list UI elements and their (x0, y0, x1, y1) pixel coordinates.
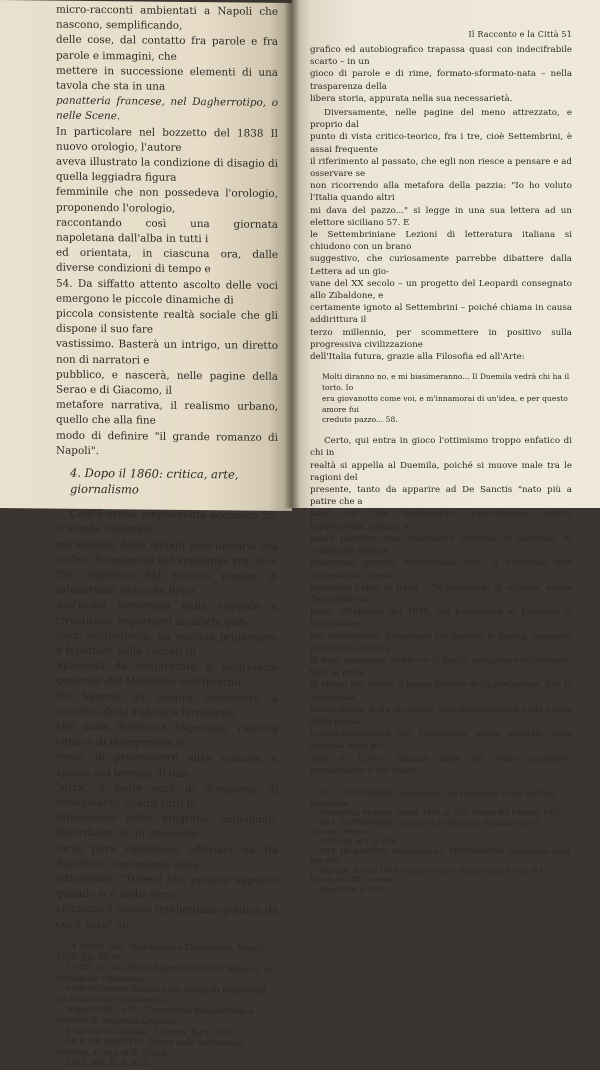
text-line: realtà si appella al Duemila, poiché si muove male tra le ragioni del (310, 460, 572, 483)
right-footnotes (310, 789, 572, 895)
text-line: delle cose, dal contatto fra parole e fra parole e immagini, che (56, 33, 278, 63)
text-line: libera storia, appurata nella sua necessarietà. (310, 93, 513, 104)
right-paragraph-1 (310, 44, 572, 105)
text-line: 'altra', a patto però di dissiparsi, di consumarsi, intenti tutti in (56, 781, 278, 811)
footnote: 54 Scritti vari, Stabilimento Tipografico, Napoli 1859, pp. 49 ss. (56, 940, 265, 962)
text-line: grafico ed autobiografico trapassa quasi con indecifrabile scarto – in un (310, 45, 572, 68)
text-line: del Settembrini, Francesco De Sanctis si faceva, appunto, percipace analista (310, 631, 572, 654)
footnote: a cura di G. Galasso, Laterza, Bari 1987. (66, 1025, 235, 1037)
text-line: brini. All'altezza del 1879, nel presentare al pubblico le Ricordanze (310, 607, 572, 630)
footnote: nelle collezioni Alinari e nei fotografi napoletani fra Ottocento e Novecento, (56, 982, 267, 1005)
text-line: dell'Italia futura, grazie alla Filosofia ed all'Arte: (310, 352, 525, 363)
left-paragraph-2 (56, 507, 278, 935)
text-line: Spaventa da cospiratore a Segretario generale del Ministero dell'Interno, (56, 659, 278, 689)
left-footnotes (56, 940, 278, 1069)
footnote: 57 L. SETTEMBRINI, Epistolario, con Prefazione e note del Prof. Francesco (310, 788, 557, 808)
text-line: sformato il mondo intellettuale-politico da cui è nata" 56. (56, 902, 278, 931)
left-page (0, 0, 292, 1068)
block-quote (322, 372, 572, 426)
text-line: blici. Settembrini, da vecchio prigioniero a Ispettore delle carceri di (56, 629, 278, 658)
text-line: piccola consistente realtà sociale che gli dispone il suo fare (56, 307, 278, 336)
text-line: di citare per intero il passo iniziale della prefazione, per la sommessa (310, 680, 572, 703)
footnote: Bari 1979, p. 250. (320, 884, 386, 894)
footnote: 56 F. DE SANCTIS, Storia della letteratura italiana, a cura di B. Croce, (56, 1035, 244, 1058)
text-line: le Settembriniane Lezioni di letteratura italiana si chiudono con un brano (310, 230, 572, 253)
text-line: che dalla dialettica hegeliana, riuscirà capace di interpretare il (56, 720, 278, 750)
text-line: pubblico, e nascerà, nelle pagine della Serao e di Giacomo, il (56, 368, 278, 397)
text-line: raccontando così una giornata napoletana dall'alba in tutti i (56, 216, 278, 246)
right-paragraph-2 (310, 107, 572, 363)
text-line: 54. Da siffatto attento ascolto delle voci emergono le piccole dinamiche di (56, 277, 278, 307)
text-line: non ricorrendo alla metafora della pazzia: "Io ho voluto l'Italia quando altri (310, 181, 572, 204)
running-head: Il Racconto e la Città 51 (468, 30, 572, 39)
text-line: gine di Croce, innanzi tutto nel ritmo narrativo-enumerativo e nel topos (310, 753, 572, 776)
text-line: il riferimento al passato, che egli non riesce a pensare e ad osservare se (310, 156, 572, 180)
footnote: 1876 (2a ed.), p. 434. (320, 836, 399, 846)
text-line: inventato l'idea di Italia – "m'innamorai di un'idea" aveva detto Settem- (310, 582, 572, 605)
footnote: 59 F. DE SANCTIS, Prefazione a L. SETTEMBRINI, Ricordanze della mia vita, (310, 846, 570, 866)
text-line: modo di definire "il grande romanzo di Napoli". (56, 429, 278, 457)
text-line: vane del XX secolo – un progetto del Leopardi consegnato allo Zibaldone, e (310, 278, 572, 302)
book-gutter (284, 0, 300, 508)
text-line: panatteria francese, nel Dagherrotipo, o nelle Scene. (56, 94, 278, 123)
text-line: '60, espresso dal piccolo nucleo di intellettuali lieto che dopo (56, 568, 278, 598)
text-line: partenopeo della Napoli post-unitaria era andato formandosi nel ventennio tra '40 e (56, 538, 278, 568)
text-line: reale, di promuovere altra cultura, e spesso nei termini di una (56, 750, 278, 780)
text-line: In particolare nel bozzetto del 1838 Il nuovo orologio, l'autore (56, 125, 278, 154)
text-line: terzo millennio, per scommettere in positivo sulla progressiva civilizzazione (310, 327, 572, 350)
quote-line: Molti diranno no, e mi biasimeranno... Il Duemila vedrà chi ha il torto. Io (322, 372, 570, 393)
text-line: Com'è ormai ampiamente acquisito 55, il mondo culturale (56, 507, 278, 536)
text-line: Certo, qui entra in gioco l'ottimismo troppo enfatico di chi in (310, 436, 572, 459)
right-page (292, 0, 600, 894)
text-line: De Sanctis da povero professore a ministro della Pubblica Istruzione, (56, 690, 278, 720)
text-line: micro-racconti ambientati a Napoli che nascono, semplificando, (56, 3, 278, 33)
footnote: Fiorentino, Morano, Napoli 1889, p. XIX, lettera del 6 marzo 1867. (320, 808, 565, 818)
text-line: femminile che non possedeva l'orologio, proponendo l'orologio, (56, 186, 278, 215)
text-line: metafore narrativa, il realismo urbano, quello che alla fine (56, 398, 278, 428)
text-line: letteratura: "Diresti che proprio appunto quando si è tutto ricco, (56, 872, 278, 902)
text-line: presente, tanto da apparire ad De Sanctis "nato più a patire che a (310, 485, 572, 508)
text-line: vastissimo. Basterà un intrigo, un diretto non di narratori e (56, 338, 278, 367)
footnote: 1912, vol. II, p. 417. (66, 1057, 150, 1068)
text-line: gioco di parole e di rime, formato-sformato-nata – nella trasparenza della (310, 69, 572, 92)
text-line: mettere in successione elementi di una tavola che sta in una (56, 64, 278, 93)
section-heading: 4. Dopo il 1860: critica, arte, giornalismo (70, 465, 239, 497)
left-paragraph-1 (56, 3, 278, 461)
text-line: aveva illustrato la condizione di disagio di quella leggiadra figura (56, 155, 278, 185)
quote-line: creduto pazzo... 58. (322, 415, 398, 425)
text-line: forse pura riflessione offertaci da De Sanctis a conclusione della (56, 842, 278, 871)
text-line: ed orientata, in ciascuna ora, dalle diverse condizioni di tempo e (56, 246, 278, 276)
text-line: certamente ignoto al Settembrini – poiché chiama in causa addirittura il (310, 303, 572, 326)
text-line: dall'esilio tornarono nella capitale e rivestirono importanti incarichi pub- (56, 598, 278, 629)
text-line: fare" 59. Ma Settembrini, ricordiamolo subito, rappresenta, magari in (310, 509, 572, 532)
right-paragraph-3 (310, 435, 572, 777)
text-line: Diversamente, nelle pagine del meno attrezzato, e proprio dal (310, 108, 572, 131)
text-line: modo patetico, una condizione comune, in sostanza, al composito eppure (310, 533, 572, 557)
text-line: mi dava del pazzo..." si legge in una sua lettera ad un elettore siciliano 57. E (310, 205, 572, 228)
text-line: dimensione delle biografie individuali. Ricordiamo sì, in proposito (56, 811, 278, 841)
text-line: compiutezza della scrittura, così determinante nella storia della prosa (310, 704, 572, 727)
footnote: Napoli 1981; e ID., Tradizione metamorfosi e identità di un'antica Capitale, (56, 1004, 254, 1026)
quote-line: era giovanotto come voi, e m'innamorai di un'idea, e per questo amore fui (322, 393, 568, 414)
footnote: 55 Cfr. G. GALASSO, Napoli nell'Unità italiana, in Immagine e memoria (56, 961, 272, 984)
text-line: omogeneo gruppo intellettuale che, si vorrebbe dire esagerando, aveva (310, 558, 572, 581)
text-line: di quel passaggio storico e di quella mutazione individuale. Vale la pena (310, 655, 572, 679)
text-line: suggestivo, che curiosamente parrebbe dibattere dalla Lettera ad un gio- (310, 254, 572, 277)
text-line: critico-moralistica del Novecento, quale sarebbe stata assunta nelle pa- (310, 729, 572, 752)
text-line: punto di vista critico-teorico, fra i tre, cioè Settembrini, è assai frequente (310, 132, 572, 155)
footnote: 58 L. SETTEMBRINI, Lezioni di Letteratura Italiana, vol. III, Morano, Napoli (310, 817, 542, 837)
footnote: Morano, Napoli 1879. Qui la si cita in Saggi critici a cura di L. Russo, vol. III, Laterza, (310, 865, 548, 885)
